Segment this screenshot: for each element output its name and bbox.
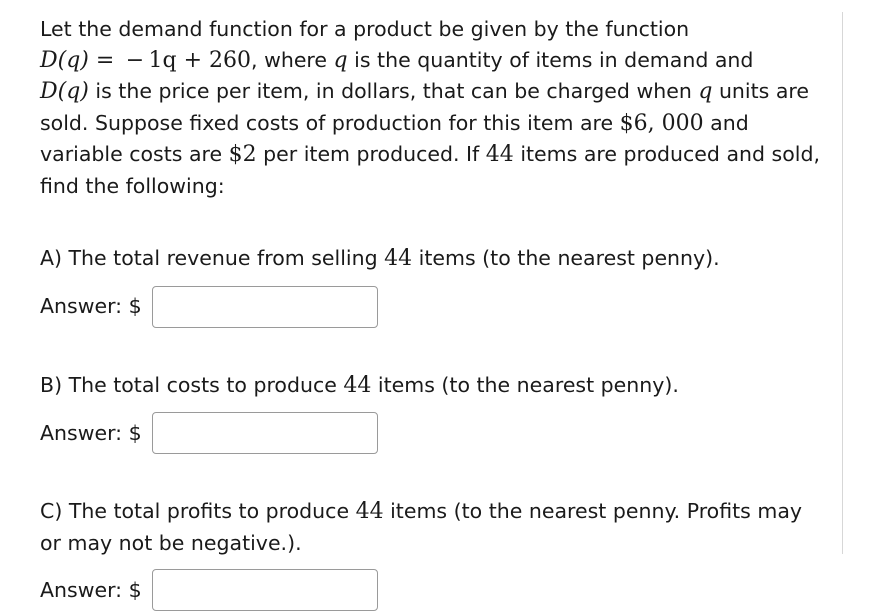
- problem-text: find the following:: [40, 173, 225, 198]
- question-text: A) The total revenue from selling: [40, 246, 385, 270]
- revenue-answer-input[interactable]: [152, 286, 378, 328]
- problem-text: Let the demand function for a product be given by the function: [40, 17, 690, 41]
- problem-text: is the quantity of items in demand and: [347, 47, 754, 72]
- problem-text: is the price per item, in dollars, that can be charged when: [88, 79, 699, 103]
- fixed-cost-value: $6, 000: [619, 110, 704, 136]
- problem-text: and: [703, 110, 749, 135]
- part-c-answer-row: [40, 566, 840, 614]
- question-text: B) The total costs to produce: [40, 372, 344, 397]
- variable-q: q: [333, 47, 348, 73]
- variable-q: q: [698, 79, 713, 104]
- problem-text: variable costs are: [40, 142, 229, 166]
- problem-line-2: [40, 45, 840, 77]
- part-b-answer-row: [40, 409, 840, 457]
- problem-line-3: [40, 76, 840, 108]
- part-a: [40, 243, 840, 331]
- demand-function-expression: = − 1q + 260: [88, 47, 252, 73]
- part-a-answer-row: [40, 283, 840, 331]
- part-c-question-line-2: [40, 528, 840, 559]
- problem-text: sold. Suppose fixed costs of production for this item are: [40, 110, 620, 135]
- question-content: [40, 14, 840, 614]
- problem-statement: [40, 14, 840, 201]
- costs-answer-input[interactable]: [152, 412, 378, 454]
- answer-label: Answer: $: [40, 294, 149, 319]
- problem-line-6: [40, 171, 840, 202]
- problem-text: units are: [712, 79, 810, 103]
- demand-function-symbol: D(q): [40, 47, 89, 73]
- part-b: [40, 370, 840, 458]
- problem-line-1: [40, 14, 840, 45]
- right-border-line: [842, 12, 843, 554]
- answer-label: Answer: $: [40, 577, 149, 602]
- question-text: or may not be negative.).: [40, 530, 302, 555]
- part-a-question: [40, 243, 840, 275]
- problem-text: per item produced. If: [256, 142, 486, 166]
- question-text: items (to the nearest penny).: [371, 372, 679, 397]
- variable-cost-value: $2: [228, 142, 257, 167]
- profits-answer-input[interactable]: [152, 569, 378, 611]
- demand-function-symbol: D(q): [40, 79, 89, 104]
- question-text: items (to the nearest penny).: [412, 246, 720, 270]
- item-count: 44: [343, 372, 372, 398]
- problem-line-5: [40, 139, 840, 171]
- part-c-question-line-1: [40, 496, 840, 528]
- part-c: [40, 496, 840, 614]
- part-c-question: [40, 496, 840, 558]
- problem-text: , where: [251, 47, 334, 72]
- problem-line-4: [40, 108, 840, 140]
- question-text: C) The total profits to produce: [40, 499, 356, 523]
- item-count: 44: [485, 142, 514, 167]
- item-count: 44: [384, 246, 413, 271]
- problem-text: items are produced and sold,: [513, 142, 820, 166]
- question-text: items (to the nearest penny. Profits may: [383, 499, 803, 523]
- answer-label: Answer: $: [40, 420, 149, 445]
- part-b-question: [40, 370, 840, 402]
- item-count: 44: [355, 499, 384, 524]
